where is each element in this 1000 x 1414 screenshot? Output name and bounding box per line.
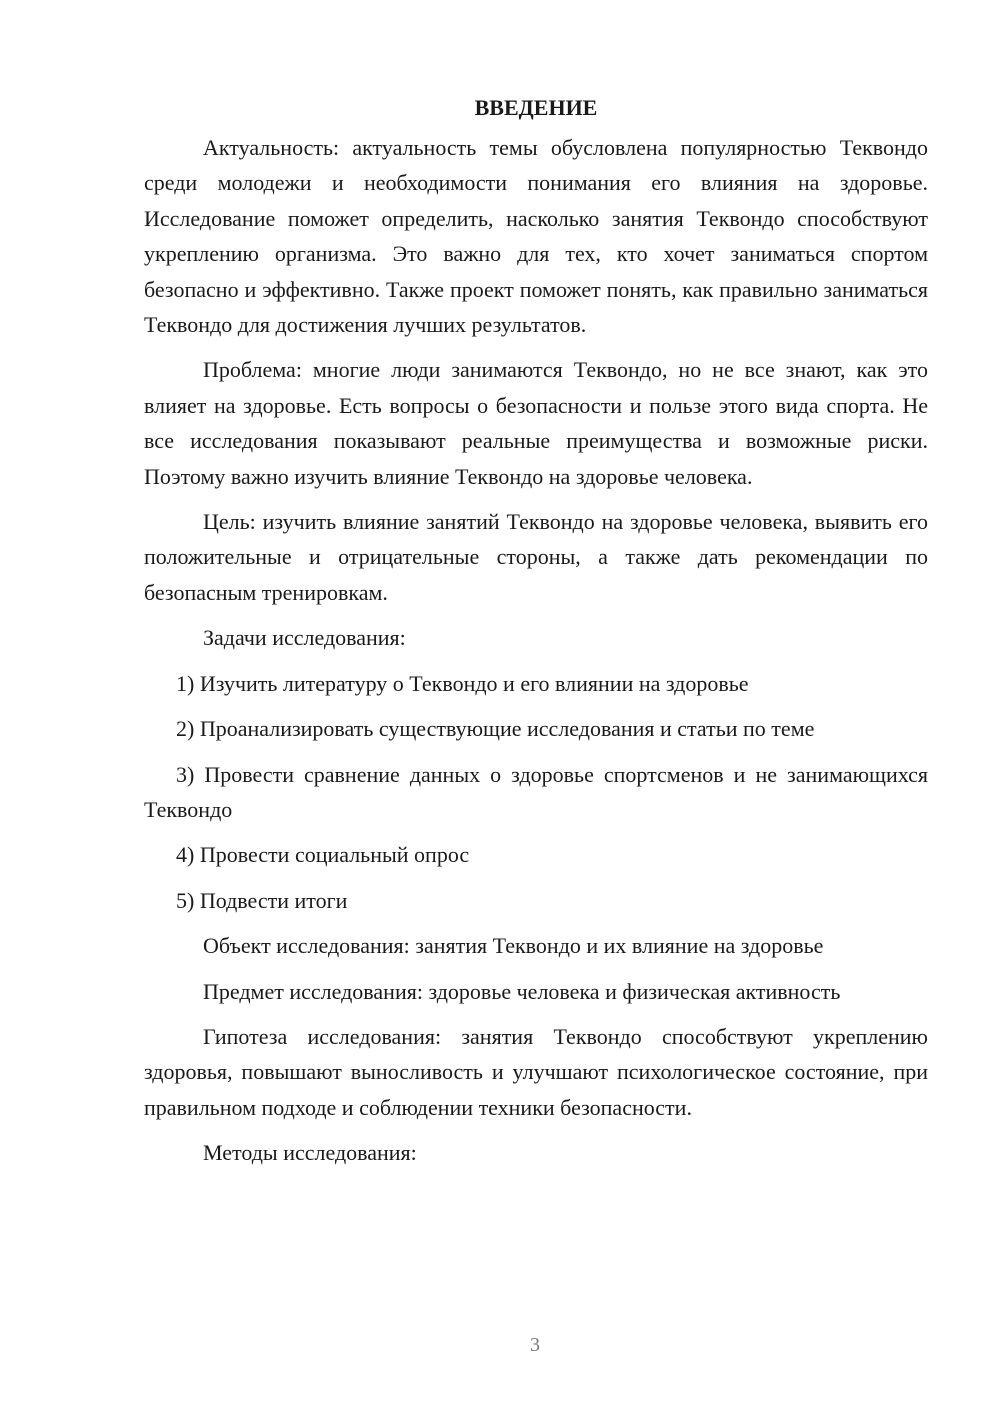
subject-paragraph: Предмет исследования: здоровье человека и физическая активность xyxy=(203,978,841,1004)
object-paragraph: Объект исследования: занятия Теквондо и их влияние на здоровье xyxy=(203,933,824,959)
task-item: 1) Изучить литературу о Теквондо и его влиянии на здоровье xyxy=(176,670,749,696)
goal-paragraph: Цель: изучить влияние занятий Теквондо на здоровье человека, выявить его положительные и отрицательные стороны, а также дать рекомендации по безопасным тренировкам. xyxy=(144,509,928,605)
section-title: ВВЕДЕНИЕ xyxy=(474,95,598,120)
document-page xyxy=(144,90,928,1181)
methods-heading: Методы исследования: xyxy=(203,1140,417,1166)
tasks-heading: Задачи исследования: xyxy=(203,625,406,651)
task-item: 4) Провести социальный опрос xyxy=(176,842,470,868)
task-item: 5) Подвести итоги xyxy=(176,887,348,913)
relevance-paragraph: Актуальность: актуальность темы обусловлена популярностью Теквондо среди молодежи и необходимости понимания его влияния на здоровье. Исследование поможет определить, насколько занятия Теквондо способствуют укреплению организма. Это важно для тех, кто хочет заниматься спортом безопасно и эффективно. Также проект поможет понять, как правильно заниматься Теквондо для достижения лучших результатов. xyxy=(144,135,928,338)
task-item: 3) Провести сравнение данных о здоровье спортсменов и не занимающихся Теквондо xyxy=(144,761,928,822)
page-number: 3 xyxy=(530,1334,540,1356)
hypothesis-paragraph: Гипотеза исследования: занятия Теквондо способствуют укреплению здоровья, повышают выносливость и улучшают психологическое состояние, при правильном подходе и соблюдении техники безопасности. xyxy=(144,1023,928,1120)
problem-paragraph: Проблема: многие люди занимаются Теквондо, но не все знают, как это влияет на здоровье. Есть вопросы о безопасности и пользе этого вида спорта. Не все исследования показывают реальные преимущества и возможные риски. Поэтому важно изучить влияние Теквондо на здоровье человека. xyxy=(144,357,928,489)
task-item: 2) Проанализировать существующие исследования и статьи по теме xyxy=(176,716,815,742)
